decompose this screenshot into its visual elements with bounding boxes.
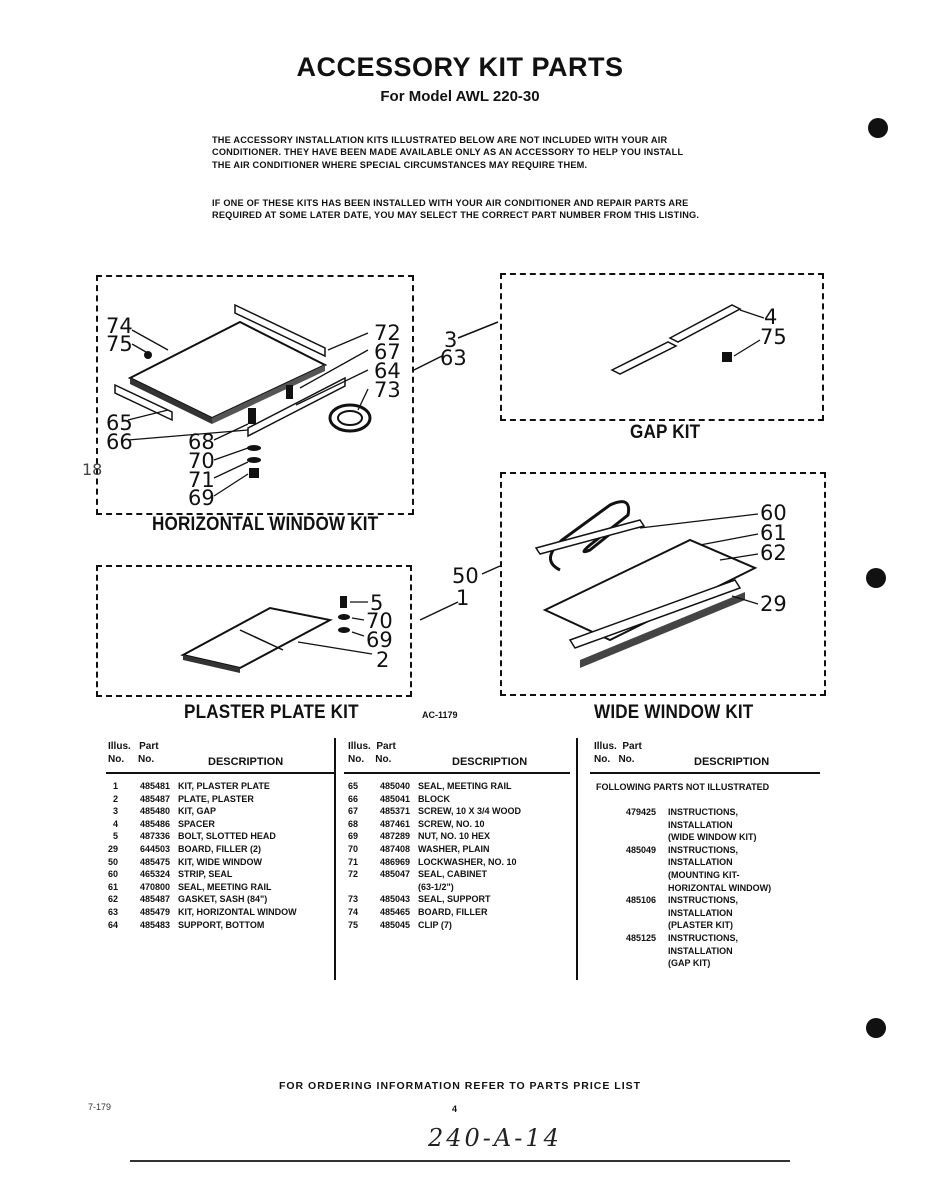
illus-number: 71 — [347, 856, 358, 867]
callout-1: 1 — [456, 586, 470, 610]
part-description: SPACER — [178, 818, 215, 829]
illus-number: 65 — [347, 781, 358, 791]
part-number: 485481 — [139, 781, 170, 791]
part-number: 485371 — [379, 806, 410, 817]
header-illus: Illus. — [348, 741, 371, 752]
table-row — [96, 919, 332, 932]
callout-61: 61 — [760, 521, 787, 545]
table-row — [96, 793, 332, 806]
part-number: 485475 — [139, 856, 170, 867]
illus-number: 61 — [107, 881, 118, 892]
part-description: LOCKWASHER, NO. 10 — [418, 856, 517, 867]
plaster-plate-kit-label: PLASTER PLATE KIT — [184, 702, 359, 723]
bottom-rule — [130, 1160, 790, 1162]
illus-number: 73 — [347, 894, 358, 905]
part-description: SCREW, NO. 10 — [418, 818, 485, 829]
part-description: KIT, GAP — [178, 806, 217, 817]
header-part: Part — [622, 741, 642, 752]
not-illustrated-heading: FOLLOWING PARTS NOT ILLUSTRATED — [596, 782, 770, 792]
table-row — [96, 868, 332, 881]
part-number: 487461 — [379, 818, 410, 829]
header-illus: Illus. — [108, 741, 131, 752]
table-row — [336, 856, 572, 869]
table-row — [96, 881, 332, 894]
page-number: 4 — [452, 1104, 458, 1114]
callout-5: 5 — [370, 591, 384, 615]
table-row — [336, 893, 572, 906]
header-illus: Illus. — [594, 741, 617, 752]
col1-header — [108, 740, 159, 766]
col3-header — [594, 740, 642, 766]
part-number: 485041 — [379, 793, 410, 804]
part-number: 644503 — [139, 843, 170, 854]
table-row — [96, 893, 332, 906]
table-row — [96, 805, 332, 818]
part-description: KIT, PLASTER PLATE — [178, 781, 270, 791]
page-title: ACCESSORY KIT PARTS — [296, 52, 624, 82]
part-number: 485045 — [379, 919, 410, 930]
part-description: STRIP, SEAL — [178, 869, 233, 880]
header-description: DESCRIPTION — [452, 756, 528, 768]
illus-number: 1 — [112, 781, 118, 791]
header-description: DESCRIPTION — [208, 756, 284, 768]
table-row — [336, 805, 572, 818]
part-number: 486969 — [379, 856, 410, 867]
callout-2: 2 — [376, 648, 390, 672]
part-description: (63-1/2") — [418, 881, 454, 892]
illus-number: 3 — [112, 806, 118, 817]
part-description: GASKET, SASH (84") — [178, 894, 268, 905]
illus-number: 75 — [347, 919, 358, 930]
callout-73: 73 — [374, 378, 401, 402]
callout-67: 67 — [374, 340, 401, 364]
callout-70: 70 — [188, 449, 215, 473]
table-row — [336, 881, 572, 894]
callout-63: 63 — [440, 346, 467, 370]
illus-number: 2 — [112, 793, 118, 804]
table-header-rule — [106, 772, 334, 774]
table-row — [598, 806, 824, 844]
part-description: SEAL, MEETING RAIL — [418, 781, 512, 791]
col2-header — [348, 740, 396, 766]
illus-number: 72 — [347, 869, 358, 880]
wide-window-kit-label: WIDE WINDOW KIT — [594, 702, 754, 723]
callout-69: 69 — [188, 486, 215, 510]
table-row — [336, 868, 572, 881]
part-description: SEAL, MEETING RAIL — [178, 881, 272, 892]
header-no: No. — [618, 754, 635, 765]
part-description: SEAL, SUPPORT — [418, 894, 491, 905]
callout-60: 60 — [760, 501, 787, 525]
callout-72: 72 — [374, 321, 401, 345]
callout-71: 71 — [188, 468, 215, 492]
illus-number: 63 — [107, 906, 118, 917]
header-no: No. — [348, 754, 365, 765]
illus-number: 64 — [107, 919, 118, 930]
table-row — [598, 844, 824, 894]
part-description: SUPPORT, BOTTOM — [178, 919, 265, 930]
table-row — [96, 830, 332, 843]
part-description: KIT, HORIZONTAL WINDOW — [178, 906, 297, 917]
table-header-rule — [590, 772, 820, 774]
page-subtitle: For Model AWL 220-30 — [380, 88, 540, 105]
table-row — [336, 818, 572, 831]
illus-number: 4 — [112, 818, 118, 829]
part-number: 485480 — [139, 806, 170, 817]
table-row — [336, 843, 572, 856]
gap-kit-label: GAP KIT — [630, 422, 701, 443]
callout-75-gap: 75 — [760, 325, 787, 349]
part-number: 487408 — [379, 843, 410, 854]
header-description: DESCRIPTION — [694, 756, 770, 768]
table-row — [96, 906, 332, 919]
table-row — [96, 780, 332, 793]
illus-number: 29 — [107, 843, 118, 854]
part-description: INSTRUCTIONS, INSTALLATION (GAP KIT) — [668, 932, 739, 969]
header-part: Part — [139, 741, 159, 752]
table-row — [96, 843, 332, 856]
illus-number: 69 — [347, 831, 358, 842]
part-description: BLOCK — [418, 793, 450, 804]
part-number: 485040 — [379, 781, 410, 791]
part-description: BOARD, FILLER (2) — [178, 843, 261, 854]
illus-number — [336, 881, 358, 894]
part-description: CLIP (7) — [418, 919, 452, 930]
date-code: 7-179 — [88, 1102, 112, 1112]
callout-74: 74 — [106, 314, 133, 338]
part-number: 485465 — [379, 906, 410, 917]
part-number — [358, 881, 418, 894]
illus-number: 74 — [347, 906, 358, 917]
table-header-rule — [344, 772, 570, 774]
callout-50: 50 — [452, 564, 479, 588]
part-number: 479425 — [625, 807, 656, 817]
callout-69-plaster: 69 — [366, 628, 393, 652]
header-no: No. — [594, 754, 611, 765]
illus-number: 68 — [347, 818, 358, 829]
header-no: No. — [375, 754, 392, 765]
part-number: 485479 — [139, 906, 170, 917]
part-number: 485047 — [379, 869, 410, 880]
intro-paragraph-1: THE ACCESSORY INSTALLATION KITS ILLUSTRATED BELOW ARE NOT INCLUDED WITH YOUR AIR CONDITIONER. THEY HAVE BEEN MADE AVAILABLE ONLY AS AN ACCESSORY TO HELP YOU INSTALL THE AIR CONDITIONER WHERE SPECIAL CIRCUMSTANCES MAY REQUIRE THEM. — [212, 135, 684, 170]
table-row — [96, 818, 332, 831]
horizontal-window-kit-label: HORIZONTAL WINDOW KIT — [152, 514, 379, 535]
part-number: 465324 — [139, 869, 170, 880]
part-number: 485487 — [139, 894, 170, 905]
part-number: 485487 — [139, 793, 170, 804]
part-number: 485049 — [625, 844, 656, 855]
table-row — [598, 932, 824, 970]
illus-number: 70 — [347, 843, 358, 854]
part-number: 487336 — [139, 831, 170, 842]
part-number: 487289 — [379, 831, 410, 842]
edge-mark: 18 — [82, 460, 103, 479]
parts-table-col3 — [598, 806, 824, 970]
table-row — [96, 856, 332, 869]
part-description: INSTRUCTIONS, INSTALLATION (PLASTER KIT) — [668, 895, 739, 931]
handwritten-note: 240-A-14 — [428, 1124, 562, 1152]
illus-number: 62 — [107, 894, 118, 905]
table-row — [336, 793, 572, 806]
part-number: 470800 — [139, 881, 170, 892]
ordering-note: FOR ORDERING INFORMATION REFER TO PARTS PRICE LIST — [278, 1080, 642, 1092]
callout-3: 3 — [444, 328, 458, 352]
callout-70-plaster: 70 — [366, 609, 393, 633]
part-description: NUT, NO. 10 HEX — [418, 831, 491, 842]
intro-paragraph-2: IF ONE OF THESE KITS HAS BEEN INSTALLED WITH YOUR AIR CONDITIONER AND REPAIR PARTS ARE REQUIRED AT SOME LATER DATE, YOU MAY SELECT THE CORRECT PART NUMBER FROM THIS LISTING. — [212, 198, 700, 221]
part-description: INSTRUCTIONS, INSTALLATION (WIDE WINDOW KIT) — [668, 807, 757, 843]
illus-number: 5 — [112, 831, 118, 842]
callout-4: 4 — [764, 305, 778, 329]
parts-table-col2 — [336, 780, 572, 931]
illus-number: 67 — [347, 806, 358, 817]
callout-68: 68 — [188, 430, 215, 454]
part-number: 485483 — [139, 919, 170, 930]
table-row — [336, 906, 572, 919]
table-row — [598, 894, 824, 932]
illus-number: 60 — [107, 869, 118, 880]
callout-75: 75 — [106, 332, 133, 356]
illus-number: 66 — [347, 793, 358, 804]
part-description: KIT, WIDE WINDOW — [178, 856, 262, 867]
part-number: 485125 — [625, 932, 656, 943]
drawing-number: AC-1179 — [422, 710, 458, 720]
part-description: PLATE, PLASTER — [178, 793, 254, 804]
part-number: 485043 — [379, 894, 410, 905]
callout-66: 66 — [106, 430, 133, 454]
part-description: WASHER, PLAIN — [418, 843, 490, 854]
part-description: BOARD, FILLER — [418, 906, 488, 917]
column-divider — [576, 738, 578, 980]
illus-number: 50 — [107, 856, 118, 867]
callout-62: 62 — [760, 541, 787, 565]
table-row — [336, 830, 572, 843]
parts-table-col1 — [96, 780, 332, 931]
callout-29: 29 — [760, 592, 787, 616]
part-number: 485486 — [139, 818, 170, 829]
table-row — [336, 919, 572, 932]
part-description: SCREW, 10 X 3/4 WOOD — [418, 806, 522, 817]
table-row — [336, 780, 572, 793]
part-number: 485106 — [625, 895, 656, 906]
part-description: INSTRUCTIONS, INSTALLATION (MOUNTING KIT- HORIZONTAL WINDOW) — [668, 844, 772, 893]
callout-64: 64 — [374, 359, 401, 383]
header-part: Part — [376, 741, 396, 752]
part-description: SEAL, CABINET — [418, 869, 488, 880]
callout-65: 65 — [106, 411, 133, 435]
part-description: BOLT, SLOTTED HEAD — [178, 831, 276, 842]
header-no: No. — [138, 754, 155, 765]
header-no: No. — [108, 754, 125, 765]
